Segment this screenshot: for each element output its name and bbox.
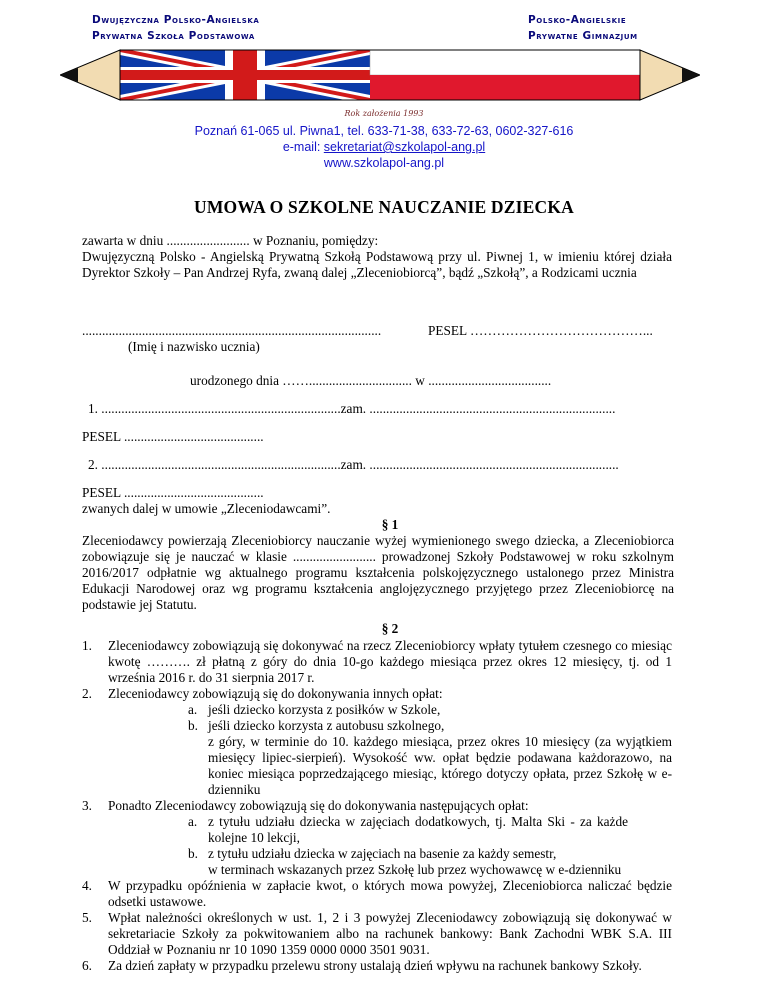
- section-1-heading: § 1: [381, 517, 399, 532]
- sub-item-letter: a.: [188, 814, 198, 829]
- student-pesel-field: PESEL …………………………………...: [428, 323, 653, 338]
- address: Poznań 61-065 ul. Piwna1, tel. 633-71-38, 633-72-63, 0602-327-616: [194, 124, 574, 138]
- contact-block: [0, 123, 768, 171]
- section-1-text: Zleceniodawcy powierzają Zleceniobiorcy nauczanie wyżej wymienionego swego dziecka, a Zleceniobiorca zobowiązuje się je nauczać w klasie ......................... prowadzonej Szkoły Podstawowej w roku szkolnym 2016/2017 odpłatnie wg aktualnego programu kształcenia polskojęzycznego ustalonego przez Ministra Edukacji Narodowej oraz wg programu kształcenia anglojęzycznego przyjętego przez Zleceniobiorcę na podstawie jej Statutu.: [82, 533, 674, 612]
- parent-2-pesel: PESEL ..........................................: [82, 485, 264, 500]
- sub-item: [108, 718, 672, 734]
- parent-2-field: 2. ........................................................................zam. ...........................................................................: [88, 457, 619, 472]
- school-name-right-line1: Polsko-Angielskie: [528, 14, 627, 26]
- list-item-text: Wpłat należności określonych w ust. 1, 2 i 3 powyżej Zleceniodawcy zobowiązują się dokonywać w sekretariacie Szkoły za pokwitowaniem albo na rachunek bankowy: Bank Zachodni WBK S.A. III Oddział w Poznaniu nr 10 1090 1359 0000 0000 3501 9031.: [108, 910, 672, 957]
- parent-1-field: 1. ........................................................................zam. ..........................................................................: [88, 401, 616, 416]
- list-item-number: 3.: [82, 798, 92, 813]
- email-label: e-mail:: [282, 140, 324, 154]
- poland-flag-icon: [370, 50, 640, 100]
- list-item: [82, 910, 672, 958]
- list-item: [82, 638, 672, 686]
- list-item-text: Zleceniodawcy zobowiązują się do dokonywania innych opłat:: [108, 686, 443, 701]
- sub-item: [108, 814, 628, 846]
- sub-item-letter: a.: [188, 702, 198, 717]
- website-link[interactable]: www.szkolapol-ang.pl: [323, 156, 445, 170]
- list-item-number: 6.: [82, 958, 92, 973]
- email-line: [0, 139, 768, 155]
- sub-item-text: jeśli dziecko korzysta z autobusu szkolnego,: [208, 718, 445, 733]
- list-item-number: 2.: [82, 686, 92, 701]
- list-item: [82, 958, 672, 974]
- list-item-number: 1.: [82, 638, 92, 653]
- sub-item-continuation: w terminach wskazanych przez Szkołę lub przez wychowawcę w e-dzienniku: [208, 862, 622, 877]
- flags-pencils-logo: [60, 40, 700, 110]
- sub-item-letter: b.: [188, 718, 198, 733]
- school-name-right-line2: Prywatne Gimnazjum: [528, 30, 638, 42]
- list-item: [82, 798, 672, 878]
- founded-year: Rok założenia 1993: [344, 109, 424, 118]
- section-2-heading: § 2: [381, 621, 399, 636]
- sub-item-text: z tytułu udziału dziecka w zajęciach na basenie za każdy semestr,: [208, 846, 557, 861]
- section-2-list: [82, 638, 672, 974]
- email-link[interactable]: sekretariat@szkolapol-ang.pl: [323, 140, 486, 154]
- left-pencil-lead: [60, 68, 78, 82]
- student-birth-field: urodzonego dnia ……............................... w .....................................: [190, 373, 552, 388]
- right-pencil-lead: [682, 68, 700, 82]
- student-name-field: ..........................................................................................: [82, 323, 382, 338]
- list-item-text: W przypadku opóźnienia w zapłacie kwot, o których mowa powyżej, Zleceniobiorca naliczać będzie odsetki ustawowe.: [108, 878, 672, 909]
- list-item: [82, 878, 672, 910]
- student-name-caption: (Imię i nazwisko ucznia): [128, 339, 260, 354]
- sub-item-continuation: z góry, w terminie do 10. każdego miesiąca, przez okres 10 miesięcy (za wyjątkiem miesięcy lipiec-sierpień). Wysokość ww. opłat będzie podawana każdorazowo, na koniec miesiąca poprzedzającego miesiąc, którego dotyczy opłata, przez Szkołę w e-dzienniku: [208, 734, 672, 797]
- sub-item: [108, 846, 672, 862]
- intro-date-line: zawarta w dniu ......................... w Poznaniu, pomiędzy:: [82, 233, 379, 248]
- list-item-text: Zleceniodawcy zobowiązują się dokonywać na rzecz Zleceniobiorcy wpłaty tytułem czesnego co miesiąc kwotę ………. zł płatną z góry do dnia 10-go każdego miesiąca przez okres 12 miesięcy, tj. od 1 września 2016 r. do 31 sierpnia 2017 r.: [108, 638, 672, 685]
- uk-flag-icon: [120, 50, 370, 100]
- list-item: [82, 686, 672, 798]
- school-name-left-line1: Dwujęzyczna Polsko-Angielska: [92, 14, 260, 26]
- parent-1-pesel: PESEL ..........................................: [82, 429, 264, 444]
- list-item-number: 5.: [82, 910, 92, 925]
- school-name-left-line2: Prywatna Szkoła Podstawowa: [92, 30, 255, 42]
- sub-item-text: z tytułu udziału dziecka w zajęciach dodatkowych, tj. Malta Ski - za każde kolejne 10 lekcji,: [208, 814, 628, 845]
- list-item-text: Za dzień zapłaty w przypadku przelewu strony ustalają dzień wpływu na rachunek bankowy Szkoły.: [108, 958, 642, 973]
- list-item-text: Ponadto Zleceniodawcy zobowiązują się do dokonywania następujących opłat:: [108, 798, 529, 813]
- parents-called: zwanych dalej w umowie „Zleceniodawcami”.: [82, 501, 331, 516]
- sub-item-text: jeśli dziecko korzysta z posiłków w Szkole,: [208, 702, 441, 717]
- document-title: UMOWA O SZKOLNE NAUCZANIE DZIECKA: [194, 197, 574, 217]
- sub-item: [108, 702, 672, 718]
- intro-body: Dwujęzyczną Polsko - Angielską Prywatną Szkołą Podstawową przy ul. Piwnej 1, w imieniu której działa Dyrektor Szkoły – Pan Andrzej Ryfa, zwaną dalej „Zleceniobiorcą”, bądź „Szkołą”, a Rodzicami ucznia: [82, 249, 672, 280]
- sub-item-letter: b.: [188, 846, 198, 861]
- list-item-number: 4.: [82, 878, 92, 893]
